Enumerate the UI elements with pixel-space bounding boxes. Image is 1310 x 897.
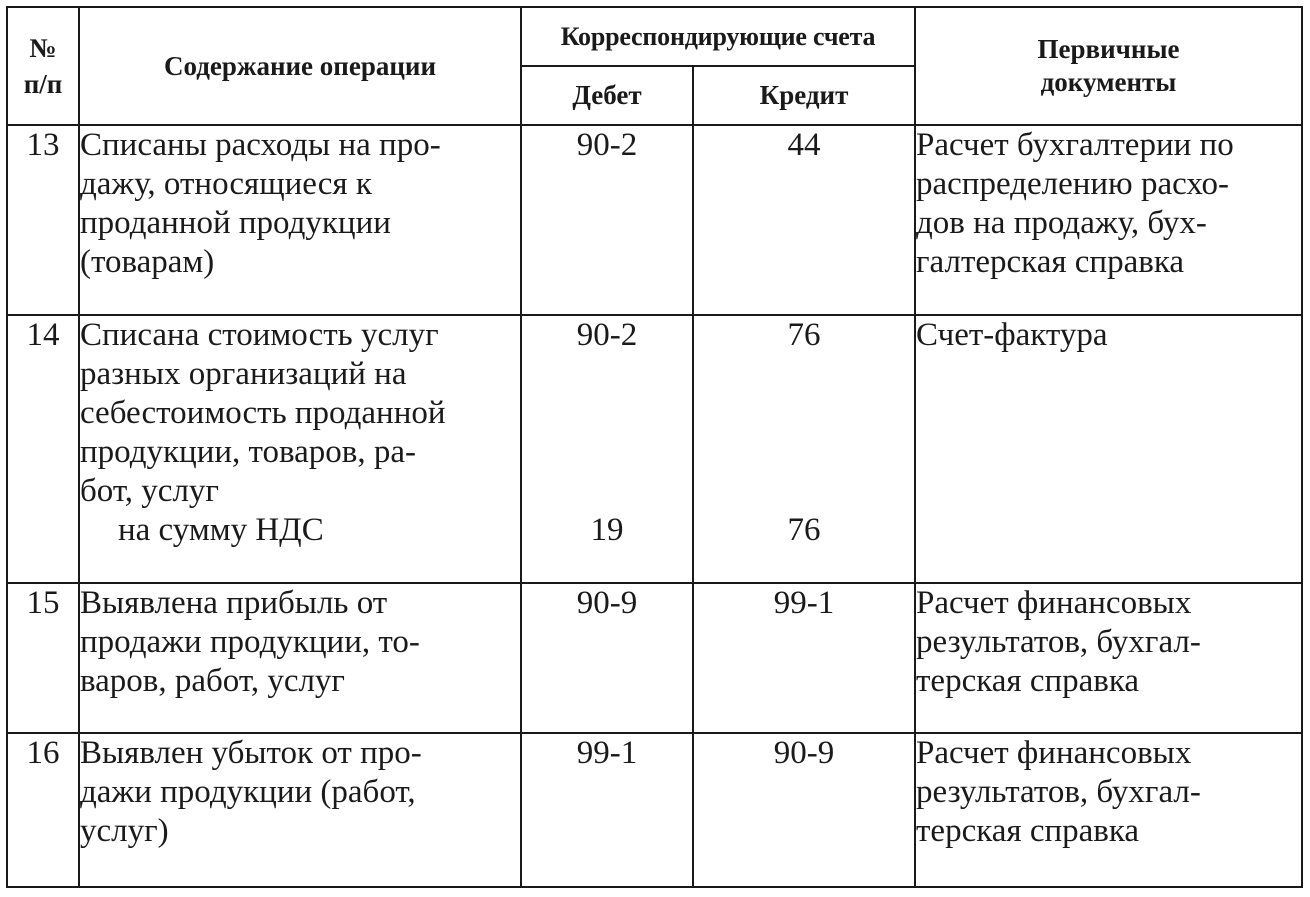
document-line: результатов, бухгал- (916, 624, 1201, 660)
primary-documents (915, 125, 1302, 315)
credit-account (693, 583, 915, 733)
description-line: проданной продукции (80, 205, 391, 241)
document-line: распределению расхо- (916, 166, 1230, 202)
header-number-line: № (29, 33, 57, 63)
document-line: Расчет бухгалтерии по (916, 127, 1234, 163)
document-line: дов на продажу, бух- (916, 205, 1207, 241)
credit-value-vat: 76 (787, 512, 821, 548)
description-line: (товарам) (80, 244, 215, 280)
header-documents (915, 7, 1302, 125)
document-line: терская справка (916, 813, 1140, 849)
description-line: Списаны расходы на про- (80, 127, 441, 163)
credit-value: 90-9 (773, 735, 835, 771)
credit-value: 99-1 (773, 585, 835, 621)
description-line: бот, услуг (80, 473, 219, 509)
row-number: 14 (7, 315, 79, 583)
credit-account (693, 125, 915, 315)
description-subline-vat: на сумму НДС (118, 512, 324, 548)
header-number (7, 7, 79, 125)
row-number: 16 (7, 733, 79, 887)
description-line: дажу, относящиеся к (80, 166, 372, 202)
document-line: результатов, бухгал- (916, 774, 1201, 810)
description-line: продукции, товаров, ра- (80, 434, 417, 470)
header-number-line: п/п (23, 69, 63, 99)
description-line: продажи продукции, то- (80, 624, 420, 660)
document-line: терская справка (916, 663, 1140, 699)
debit-account (521, 315, 693, 583)
description-line: дажи продукции (работ, (80, 774, 416, 810)
document-line: Расчет финансовых (916, 735, 1192, 771)
description-line: Списана стоимость услуг (80, 317, 439, 353)
operation-description (79, 125, 521, 315)
primary-documents (915, 583, 1302, 733)
debit-account (521, 733, 693, 887)
header-documents-line: Первичные (1037, 34, 1180, 64)
table-row (7, 733, 1302, 887)
accounting-entries-table (6, 6, 1303, 888)
header-row-top (7, 7, 1302, 66)
primary-documents (915, 733, 1302, 887)
table-row (7, 583, 1302, 733)
description-line: Выявлен убыток от про- (80, 735, 422, 771)
row-number: 15 (7, 583, 79, 733)
header-documents-line: документы (1040, 67, 1177, 97)
debit-account (521, 125, 693, 315)
operation-description (79, 583, 521, 733)
header-content: Содержание операции (79, 7, 521, 125)
header-debit: Дебет (521, 66, 693, 125)
description-line: услуг) (80, 813, 169, 849)
credit-value: 44 (787, 127, 821, 163)
credit-account (693, 733, 915, 887)
table-row (7, 125, 1302, 315)
document-line: галтерская справка (916, 244, 1184, 280)
header-credit: Кредит (693, 66, 915, 125)
debit-value: 90-9 (576, 585, 638, 621)
document-line: Расчет финансовых (916, 585, 1192, 621)
document-line: Счет-фактура (916, 317, 1108, 353)
credit-account (693, 315, 915, 583)
description-line: Выявлена прибыль от (80, 585, 388, 621)
description-line: варов, работ, услуг (80, 663, 345, 699)
row-number: 13 (7, 125, 79, 315)
description-line: себестоимость проданной (80, 395, 446, 431)
debit-value: 90-2 (576, 127, 638, 163)
operation-description (79, 315, 521, 583)
table-row (7, 315, 1302, 583)
debit-account (521, 583, 693, 733)
operation-description (79, 733, 521, 887)
header-corresponding-accounts: Корреспондирующие счета (521, 7, 915, 66)
credit-value: 76 (787, 317, 821, 353)
description-line: разных организаций на (80, 356, 407, 392)
debit-value: 99-1 (576, 735, 638, 771)
debit-value: 90-2 (576, 317, 638, 353)
debit-value-vat: 19 (590, 512, 624, 548)
primary-documents (915, 315, 1302, 583)
